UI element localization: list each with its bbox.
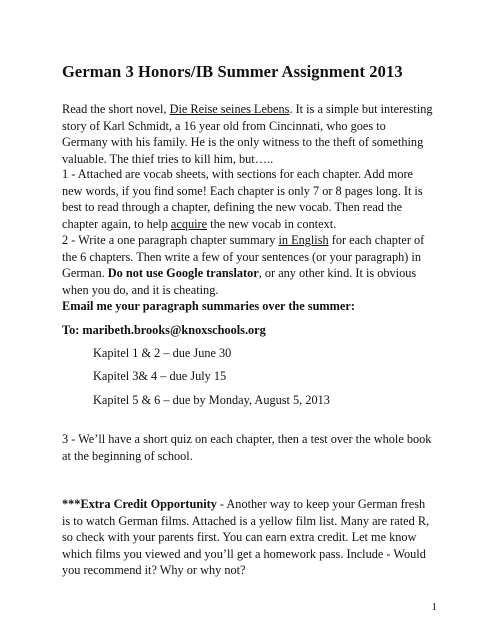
deadline-item: Kapitel 1 & 2 – due June 30 [93,346,232,360]
item-2-text-middle: for each chapter of the 6 chapters. Then write a few of your sentences (or your paragraph) in German. [62,233,425,281]
google-translator-warning: Do not use Google translator [107,266,259,281]
email-address: To: maribeth.brooks@knoxschools.org [62,323,266,337]
page-title: German 3 Honors/IB Summer Assignment 2013 [62,62,403,81]
item-1-paragraph [62,166,434,232]
item-3-paragraph: 3 - We’ll have a short quiz on each chapter, then a test over the whole book at the beginning of school. [62,432,432,463]
extra-credit-body: - Another way to keep your German fresh is to watch German films. Attached is a yellow film list. Many are rated R, so check with your parents first. You can earn extra credit. Let me know which films you viewed and you’ll get a homework pass. Include - Would you recommend it? Why or why not? [62,497,430,578]
item-2-paragraph [62,232,434,298]
item-2-text-start: 2 - Write a one paragraph chapter summary [62,233,279,247]
page-number: 1 [431,601,437,613]
item-1-text-start: 1 - Attached are vocab sheets, with sections for each chapter. Add more new words, if you find some! Each chapter is only 7 or 8 pages long. It is best to read through a chapter, defining the new vocab. Then read the chapter again, to help [62,167,423,231]
email-heading: Email me your paragraph summaries over the summer: [62,299,355,313]
deadline-item: Kapitel 5 & 6 – due by Monday, August 5, 2013 [93,393,330,407]
acquire-word: acquire [170,216,208,231]
intro-paragraph [62,101,434,167]
in-english-phrase: in English [278,233,329,247]
item-1-text-end: the new vocab in context. [207,216,337,231]
intro-text-end: . It is a simple but interesting story of Karl Schmidt, a 16 year old from Cincinnati, who goes to Germany with his family. He is the only witness to the theft of something valuable. The thief tries to kill him, but….. [62,102,433,166]
item-2-text-end: , or any other kind. It is obvious when you do, and it is cheating. [62,266,417,297]
deadline-item: Kapitel 3& 4 – due July 15 [93,369,227,383]
extra-credit-paragraph [62,496,434,579]
extra-credit-heading: ***Extra Credit Opportunity [62,497,217,511]
novel-title: Die Reise seines Lebens [169,102,290,116]
intro-text-start: Read the short novel, [62,102,170,116]
